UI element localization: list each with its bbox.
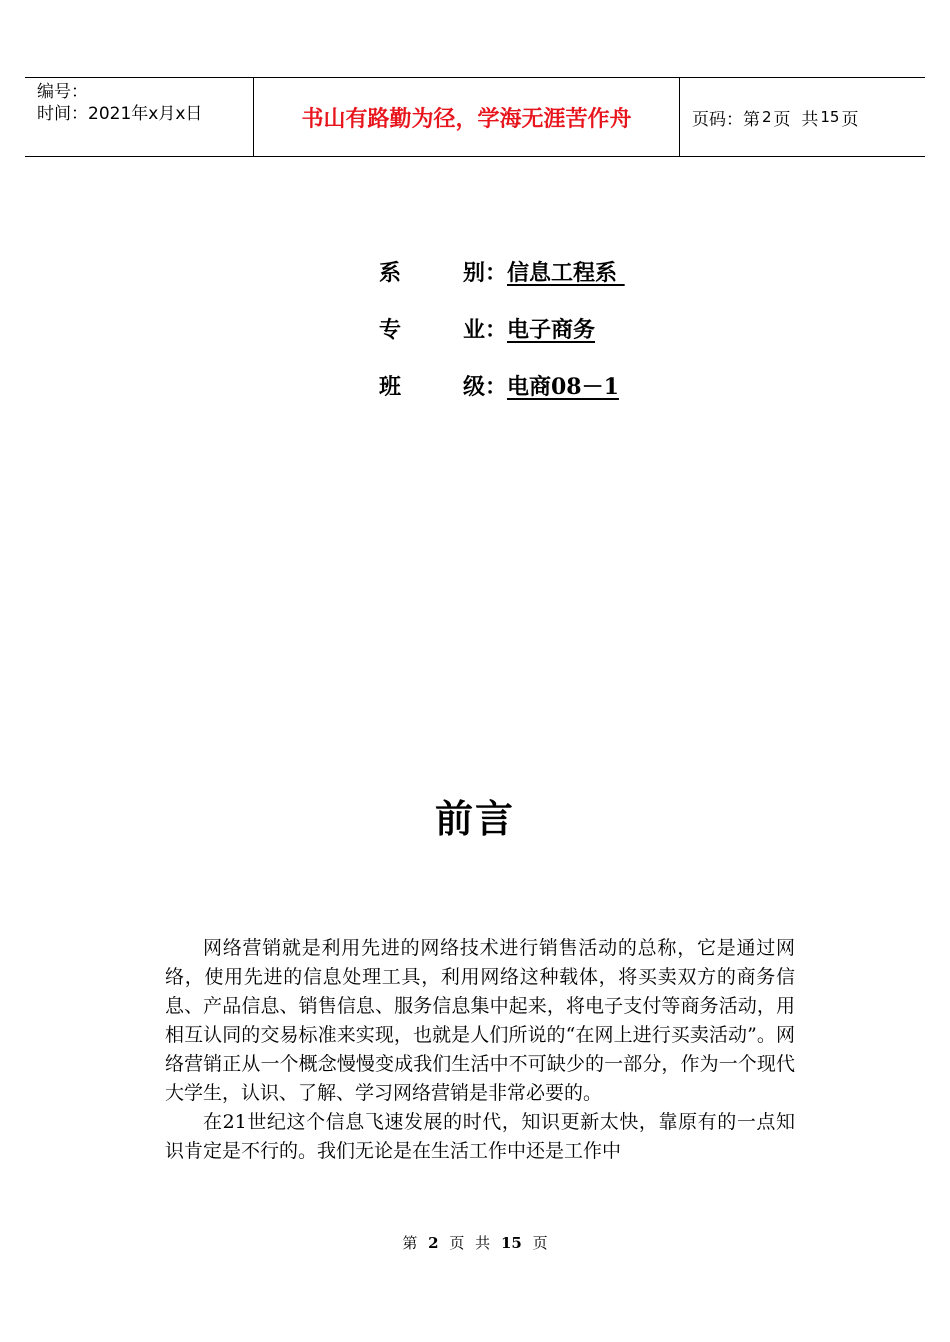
page-prefix: 页码：第 bbox=[692, 109, 760, 130]
page-header bbox=[25, 77, 925, 157]
footer-prefix: 第 bbox=[402, 1234, 418, 1252]
department-label-a: 系 bbox=[379, 260, 402, 286]
page-footer bbox=[0, 1232, 950, 1253]
department-label bbox=[379, 256, 507, 287]
class-label bbox=[379, 370, 507, 401]
class-value: 电商08－1 bbox=[507, 374, 619, 400]
preface-paragraph-1: 网络营销就是利用先进的网络技术进行销售活动的总称，它是通过网络，使用先进的信息处理工具，利用网络这种载体，将买卖双方的商务信息、产品信息、销售信息、服务信息集中起来，将电子支付等商务活动，用相互认同的交易标准来实现，也就是人们所说的“在网上进行买卖活动”。网络营销正从一个概念慢慢变成我们生活中不可缺少的一部分，作为一个现代大学生，认识、了解、学习网络营销是非常必要的。 bbox=[165, 937, 795, 1104]
page-suffix: 页 bbox=[841, 109, 859, 130]
major-label-a: 专 bbox=[379, 317, 402, 343]
department-value: 信息工程系 bbox=[507, 260, 625, 286]
number-label: 编号： bbox=[37, 82, 88, 102]
page-mid: 页 共 bbox=[773, 109, 819, 130]
department-row bbox=[379, 256, 625, 287]
major-row bbox=[379, 313, 595, 344]
class-label-b: 级： bbox=[462, 374, 507, 400]
footer-mid: 页 共 bbox=[449, 1234, 491, 1252]
page-total: 15 bbox=[820, 108, 840, 126]
footer-suffix: 页 bbox=[532, 1234, 548, 1252]
footer-page-number: 2 bbox=[428, 1234, 439, 1252]
header-meta bbox=[25, 78, 254, 156]
header-page-indicator bbox=[680, 78, 925, 156]
footer-page-total: 15 bbox=[500, 1234, 522, 1252]
class-label-a: 班 bbox=[379, 374, 402, 400]
preface-body bbox=[165, 934, 795, 1166]
preface-title: 前言 bbox=[434, 796, 515, 841]
preface-paragraph-2: 在21世纪这个信息飞速发展的时代，知识更新太快，靠原有的一点知识肯定是不行的。我们无论是在生活工作中还是工作中 bbox=[165, 1111, 795, 1162]
major-label bbox=[379, 313, 507, 344]
major-value: 电子商务 bbox=[507, 317, 596, 343]
department-label-b: 别： bbox=[462, 260, 507, 286]
class-row bbox=[379, 370, 619, 401]
page-number: 2 bbox=[762, 108, 772, 126]
major-label-b: 业： bbox=[462, 317, 507, 343]
time-label: 时间：2021年x月x日 bbox=[37, 104, 203, 124]
header-motto: 书山有路勤为径，学海无涯苦作舟 bbox=[254, 78, 680, 156]
